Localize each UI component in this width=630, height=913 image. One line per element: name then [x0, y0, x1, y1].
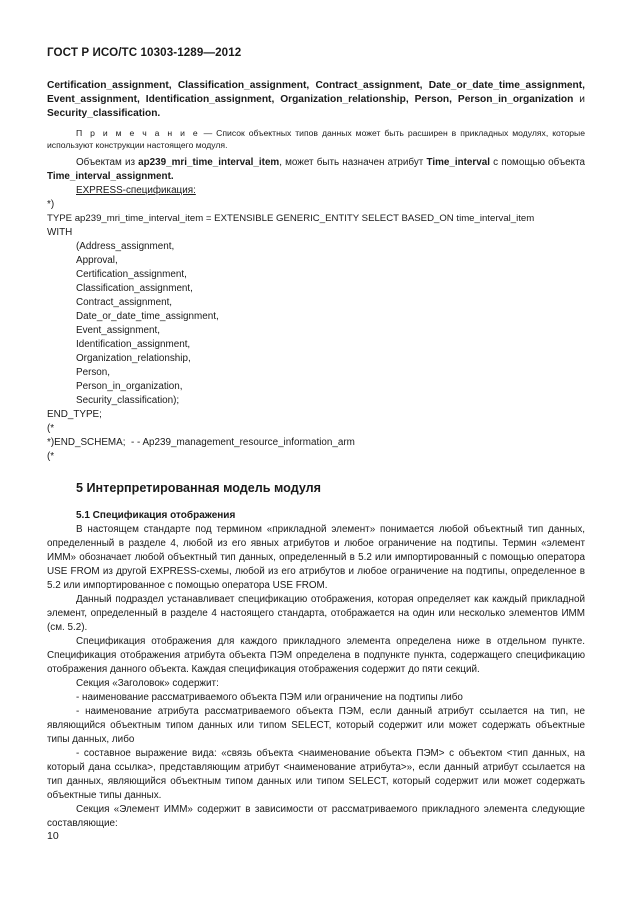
code-item: Event_assignment, — [76, 324, 160, 336]
page-number: 10 — [47, 830, 59, 842]
assignment-paragraph — [47, 156, 585, 184]
code-end-type: END_TYPE; — [47, 408, 102, 420]
text-run: Объектам из — [76, 156, 139, 168]
attribute-name: Time_interval — [426, 156, 490, 168]
note-paragraph — [47, 127, 585, 151]
code-type-line: TYPE ap239_mri_time_interval_item = EXTENSIBLE GENERIC_ENTITY SELECT BASED_ON time_interval_item — [47, 212, 535, 224]
list-item: - составное выражение вида: «связь объекта <наименование объекта ПЭМ> с объектом <тип данных, на который дана ссылка>, представляющим атрибут <наименование атрибута>», если данный атрибут ссылается на тип данных, являющийся объектным типом данных или типом SELECT, который содержит или может содержать объектные типы данных. — [47, 747, 585, 801]
text-run: , может быть назначен атрибут — [279, 156, 427, 168]
entity-types: Certification_assignment, Classification_assignment, Contract_assignment, Date_or_date_time_assignment, Event_assignment, Identification_assignment, Organization_relationship, Person, Person_in_organization — [47, 80, 585, 106]
code-item: Security_classification); — [76, 394, 180, 406]
code-item: Classification_assignment, — [76, 282, 193, 294]
entity-and: и — [573, 94, 585, 106]
code-comment-open: (* — [47, 450, 55, 462]
code-item: Organization_relationship, — [76, 352, 191, 364]
section-heading: 5 Интерпретированная модель модуля — [76, 480, 322, 495]
code-item: Approval, — [76, 254, 118, 266]
code-item: Date_or_date_time_assignment, — [76, 310, 219, 322]
code-item: (Address_assignment, — [76, 240, 175, 252]
code-comment-open: (* — [47, 422, 55, 434]
body-paragraph: Секция «Элемент ИММ» содержит в зависимости от рассматриваемого прикладного элемента следующие составляющие: — [47, 803, 585, 829]
entity-last: Security_classification. — [47, 108, 161, 120]
body-paragraph: Данный подраздел устанавливает спецификацию отображения, которая определяет как каждый прикладной элемент, определенный в разделе 4 настоящего стандарта, отображается на один или несколько элементов ИММ (см. 5.2). — [47, 593, 585, 633]
code-item: Contract_assignment, — [76, 296, 173, 308]
code-item: Identification_assignment, — [76, 338, 191, 350]
list-item: - наименование рассматриваемого объекта ПЭМ или ограничение на подтипы либо — [76, 691, 463, 703]
note-label: П р и м е ч а н и е — [76, 127, 200, 138]
code-item: Certification_assignment, — [76, 268, 187, 280]
body-paragraph: Секция «Заголовок» содержит: — [76, 677, 219, 689]
subsection-heading: 5.1 Спецификация отображения — [76, 509, 236, 521]
code-end-schema: *)END_SCHEMA; - - Ap239_management_resource_information_arm — [47, 436, 355, 448]
list-item: - наименование атрибута рассматриваемого объекта ПЭМ, если данный атрибут ссылается на тип, не являющийся объектным типом данных или типом SELECT, который содержит или может содержать объектные типы данных, либо — [47, 705, 585, 745]
body-paragraph: В настоящем стандарте под термином «прикладной элемент» понимается любой объектный тип данных, определенный в разделе 4, любой из его явных атрибутов и любое ограничение на подтипы. Термин «элемент ИММ» обозначает любой объектный тип данных, определенный в 5.2 или импортированный с помощью оператора USE FROM из другой EXPRESS-схемы, любой из его атрибутов и любое ограничение на подтипы, определенное в 5.2 или импортированное с помощью оператора USE FROM. — [47, 523, 585, 591]
code-item: Person_in_organization, — [76, 380, 183, 392]
document-header: ГОСТ Р ИСО/ТС 10303-1289—2012 — [47, 46, 242, 59]
body-paragraph: Спецификация отображения для каждого прикладного элемента определена ниже в отдельном пункте. Спецификация отображения атрибута объекта ПЭМ определена в подпункте пункта, содержащего спецификацию отображения данного объекта. Каждая спецификация отображения содержит до пяти секций. — [47, 635, 585, 675]
code-with: WITH — [47, 226, 73, 238]
express-label: EXPRESS-спецификация: — [76, 184, 196, 196]
entity-name: Time_interval_assignment. — [47, 170, 174, 182]
code-item: Person, — [76, 366, 111, 378]
code-comment-close: *) — [47, 198, 55, 210]
text-run: с помощью объекта — [489, 156, 585, 168]
note-text: — Список объектных типов данных может быть расширен в прикладных модулях, которые используют конструкции настоящего модуля. — [47, 127, 586, 150]
bold-entity-list — [47, 79, 585, 122]
document-body — [47, 79, 585, 831]
type-name: ap239_mri_time_interval_item — [138, 156, 280, 168]
